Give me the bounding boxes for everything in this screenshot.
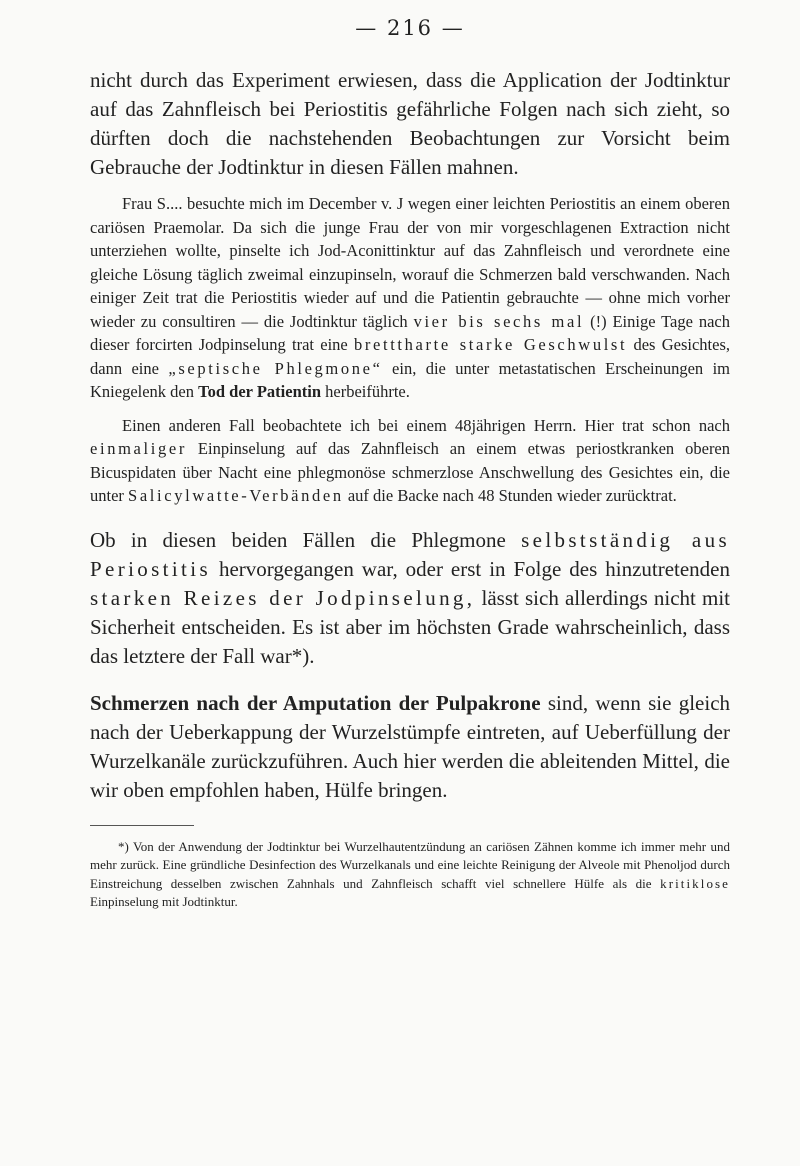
case-one-paragraph: Frau S.... besuchte mich im December v. J wegen einer leichten Periostitis an einem oberen cariösen Praemolar. Da sich die junge Frau der von mir vorgeschlagenen Extraction nicht unterziehen wollte, pinselte ich Jod-Aconittinktur auf das Zahnfleisch und verordnete eine gleiche Lösung täglich zweimal einzupinseln, worauf die Schmerzen bald verschwanden. Nach einiger Zeit trat die Periostitis wieder auf und die Patientin gebrauchte — ohne mich vorher wieder zu consultiren — die Jodtinktur täglich vier bis sechs mal (!) Einige Tage nach dieser forcirten Jodpinselung trat eine bretttharte starke Geschwulst des Gesichtes, dann eine „septische Phlegmone“ ein, die unter metastatischen Erscheinungen im Kniegelenk den Tod der Patientin herbeiführte. xyxy=(90,194,731,401)
footnote-divider xyxy=(90,825,194,826)
page-number: — 216 — xyxy=(355,16,465,40)
conclusion-paragraph: Ob in diesen beiden Fällen die Phlegmone selbstständig aus Periostitis hervorgegangen war, oder erst in Folge des hinzutretenden starken Reizes der Jodpinselung, lässt sich allerdings nicht mit Sicherheit entscheiden. Es ist aber im höchsten Grade wahrscheinlich, dass das letztere der Fall war*). xyxy=(90,527,731,668)
intro-paragraph: nicht durch das Experiment erwiesen, dass die Application der Jodtinktur auf das Zahnfleisch bei Periostitis gefährliche Folgen nach sich zieht, so dürften doch die nachstehenden Beobachtungen zur Vorsicht beim Gebrauche der Jodtinktur in diesen Fällen mahnen. xyxy=(90,68,730,179)
page xyxy=(90,14,730,912)
pulp-amputation-heading: Schmerzen nach der Amputation der Pulpakrone xyxy=(90,690,541,715)
pulp-amputation-paragraph: Schmerzen nach der Amputation der Pulpakrone sind, wenn sie gleich nach der Ueberkappung der Wurzelstümpfe eintreten, auf Ueberfüllung der Wurzelkanäle zurückzuführen. Auch hier werden die ableitenden Mittel, die wir oben empfohlen haben, Hülfe bringen. xyxy=(90,690,731,802)
footnote: *) Von der Anwendung der Jodtinktur bei Wurzelhautentzündung an cariösen Zähnen komme ich immer mehr und mehr zurück. Eine gründliche Desinfection des Wurzelkanals und eine leichte Reinigung der Alveole mit Phenoljod durch Einstreichung desselben zwischen Zahnhals und Zahnfleisch schafft viel schnellere Hülfe als die kritiklose Einpinselung mit Jodtinktur. xyxy=(90,838,731,909)
case-two-paragraph: Einen anderen Fall beobachtete ich bei einem 48jährigen Herrn. Hier trat schon nach einmaliger Einpinselung auf das Zahnfleisch an einem etwas periostkranken oberen Bicuspidaten über Nacht eine phlegmonöse schmerzlose Anschwellung des Gesichtes ein, die unter Salicylwatte-Verbänden auf die Backe nach 48 Stunden wieder zurücktrat. xyxy=(90,415,731,505)
